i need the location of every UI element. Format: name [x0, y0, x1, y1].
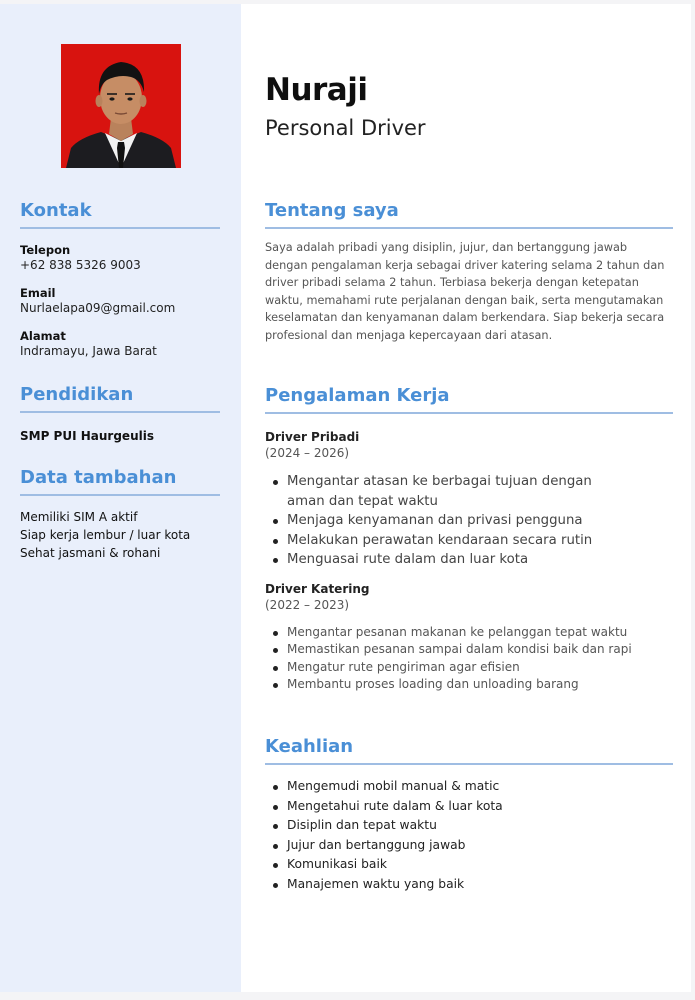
address-label: Alamat	[20, 329, 66, 343]
job-title: Driver Pribadi	[265, 430, 360, 444]
education-school: SMP PUI Haurgeulis	[20, 429, 154, 443]
list-item: Jujur dan bertanggung jawab	[265, 836, 673, 856]
list-item: Mengemudi mobil manual & matic	[265, 777, 673, 797]
sidebar	[0, 4, 241, 992]
list-item: Mengantar pesanan makanan ke pelanggan tepat waktu	[265, 624, 673, 642]
phone-value: +62 838 5326 9003	[20, 258, 141, 272]
list-item: Komunikasi baik	[265, 855, 673, 875]
list-item: Melakukan perawatan kendaraan secara rutin	[265, 531, 625, 551]
list-item: Mengatur rute pengiriman agar efisien	[265, 659, 673, 677]
main-content	[241, 4, 691, 992]
extra-item: Sehat jasmani & rohani	[20, 546, 161, 560]
extra-item: Siap kerja lembur / luar kota	[20, 528, 191, 542]
contact-email	[20, 286, 220, 315]
list-item: Disiplin dan tepat waktu	[265, 816, 673, 836]
contact-phone	[20, 243, 220, 272]
education-heading: Pendidikan	[20, 384, 220, 413]
extra-heading: Data tambahan	[20, 467, 220, 496]
about-section	[265, 200, 673, 345]
about-text: Saya adalah pribadi yang disiplin, jujur, dan bertanggung jawab dengan pengalaman kerja sebagai driver katering selama 2 tahun dan driver pribadi selama 2 tahun. Terbiasa bekerja dengan ketepatan waktu, memahami rute perjalanan dengan baik, serta mengutamakan keselamatan dan kenyamanan dalam berkendara. Siap bekerja secara profesional dan menjaga kepercayaan dari atasan.	[265, 241, 665, 342]
email-label: Email	[20, 286, 56, 300]
person-avatar-icon	[61, 44, 181, 168]
skills-list	[265, 777, 673, 894]
list-item: Manajemen waktu yang baik	[265, 875, 673, 895]
about-heading: Tentang saya	[265, 200, 673, 229]
list-item: Memastikan pesanan sampai dalam kondisi baik dan rapi	[265, 641, 673, 659]
skills-section	[265, 736, 673, 894]
job-title: Driver Katering	[265, 581, 370, 596]
list-item: Menjaga kenyamanan dan privasi pengguna	[265, 511, 625, 531]
phone-label: Telepon	[20, 243, 71, 257]
job-entry	[265, 430, 673, 570]
job-role: Personal Driver	[265, 116, 426, 140]
address-value: Indramayu, Jawa Barat	[20, 344, 157, 358]
contact-heading: Kontak	[20, 200, 220, 229]
job-entry	[265, 582, 673, 694]
extra-section	[20, 467, 220, 562]
contact-section	[20, 200, 220, 358]
skills-heading: Keahlian	[265, 736, 673, 765]
list-item: Menguasai rute dalam dan luar kota	[265, 550, 625, 570]
education-section	[20, 384, 220, 443]
experience-heading: Pengalaman Kerja	[265, 385, 673, 414]
experience-section	[265, 385, 673, 694]
job-years: (2022 – 2023)	[265, 597, 350, 612]
contact-address	[20, 329, 220, 358]
list-item: Mengetahui rute dalam & luar kota	[265, 797, 673, 817]
job-years: (2024 – 2026)	[265, 446, 350, 460]
extra-item: Memiliki SIM A aktif	[20, 510, 138, 524]
profile-photo	[61, 44, 181, 168]
job-duties	[265, 624, 673, 694]
list-item: Membantu proses loading dan unloading barang	[265, 676, 673, 694]
list-item: Mengantar atasan ke berbagai tujuan dengan aman dan tepat waktu	[265, 472, 625, 511]
email-value: Nurlaelapa09@gmail.com	[20, 301, 176, 315]
job-duties	[265, 472, 625, 570]
full-name: Nuraji	[265, 72, 368, 108]
